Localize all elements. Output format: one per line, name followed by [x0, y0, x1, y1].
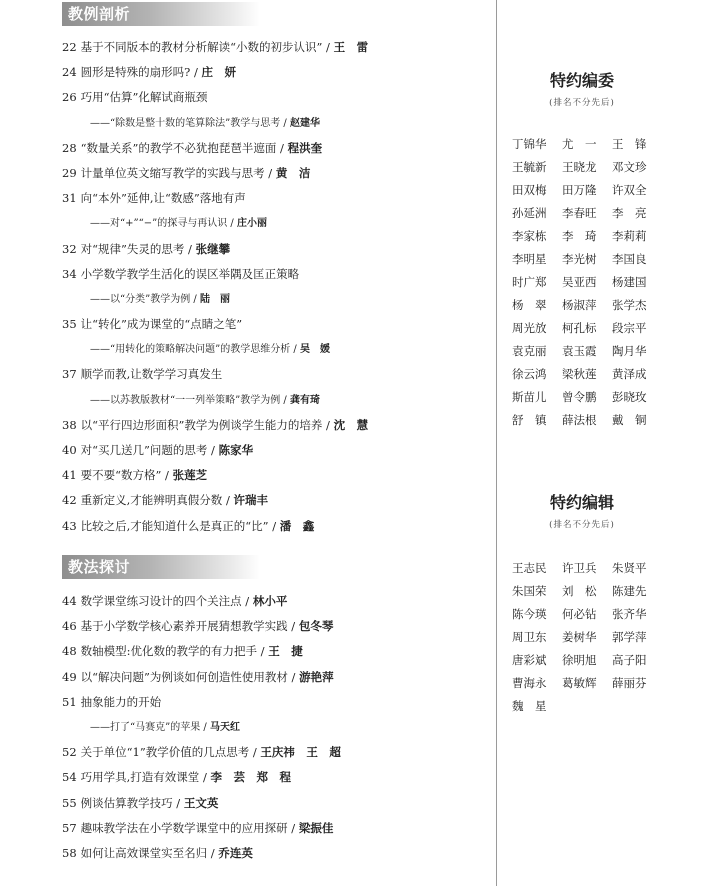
- article-title: 以“平行四边形面积”教学为例谈学生能力的培养: [80, 417, 323, 432]
- article-author: 游艳萍: [299, 669, 334, 684]
- page-number: 26: [62, 90, 77, 105]
- name-row: [512, 603, 662, 626]
- person-name: 徐云鸿: [512, 367, 547, 381]
- article-author: 程洪奎: [287, 140, 323, 155]
- article-author: 黄 洁: [275, 165, 311, 180]
- page-number: 35: [62, 317, 77, 332]
- article-author: 王 雷: [333, 40, 369, 54]
- toc-list-jiaofa: [62, 589, 482, 866]
- person-name: 丁锦华: [512, 137, 547, 151]
- person-name: 李春旺: [562, 206, 597, 220]
- separator: /: [249, 745, 261, 760]
- article-title: 圆形是特殊的扇形吗?: [80, 65, 191, 80]
- page-number: 28: [62, 140, 77, 155]
- person-name: 李家栋: [512, 229, 547, 243]
- separator: /: [190, 65, 202, 80]
- separator: /: [184, 241, 196, 256]
- person-name: 戴 铜: [612, 413, 647, 427]
- toc-entry: [62, 690, 482, 715]
- article-author: 庄 妍: [201, 65, 236, 80]
- toc-entry: [62, 740, 482, 765]
- person-name: 陶月华: [612, 344, 647, 358]
- article-author: 赵建华: [289, 117, 320, 129]
- toc-subtitle: [62, 715, 482, 740]
- article-title: 如何让高效课堂实至名归: [80, 845, 208, 860]
- person-name: 朱贤平: [612, 561, 647, 575]
- person-name: 斯苗儿: [512, 390, 547, 404]
- person-name: 郭学萍: [612, 630, 647, 644]
- article-title: 基于不同版本的教材分析解读“小数的初步认识”: [80, 40, 323, 54]
- article-title: 基于小学数学核心素养开展猜想教学实践: [80, 619, 288, 634]
- person-name: 薛法根: [562, 413, 597, 427]
- toc-entry: [62, 816, 482, 841]
- toc-entry: [62, 85, 482, 110]
- toc-entry: [62, 589, 482, 614]
- person-name: 李国良: [612, 252, 647, 266]
- separator: /: [227, 218, 237, 230]
- separator: /: [190, 293, 200, 305]
- section-heading-jiaofa: 教法探讨: [62, 555, 260, 579]
- toc-entry: [62, 362, 482, 387]
- separator: /: [290, 344, 300, 356]
- page-number: 52: [62, 745, 77, 760]
- name-row: [512, 580, 662, 603]
- name-row: [512, 133, 662, 156]
- person-name: 徐明旭: [562, 653, 597, 667]
- page-number: 32: [62, 241, 77, 256]
- person-name: 薛丽芬: [612, 676, 647, 690]
- person-name: 李莉莉: [612, 229, 647, 243]
- separator: /: [207, 443, 219, 457]
- person-name: 李光树: [562, 252, 597, 266]
- toc-list-jiaoli: [62, 35, 482, 539]
- page-number: 46: [62, 619, 77, 634]
- article-title: ——以“分类”教学为例: [90, 293, 191, 305]
- article-title: ——“除数是整十数的笔算除法”教学与思考: [90, 117, 281, 129]
- person-name: 杨淑萍: [562, 298, 597, 312]
- article-title: ——“用转化的策略解决问题”的教学思维分析: [90, 344, 291, 356]
- toc-entry: [62, 488, 482, 513]
- separator: /: [268, 518, 280, 533]
- page-number: 37: [62, 367, 77, 382]
- separator: /: [241, 594, 253, 608]
- toc-entry: [62, 136, 482, 161]
- toc-entry: [62, 438, 482, 463]
- page-number: 43: [62, 518, 77, 533]
- page-number: 57: [62, 820, 77, 835]
- article-title: ——以苏教版教材“一一列举策略”教学为例: [90, 394, 281, 406]
- article-author: 陆 丽: [199, 293, 230, 305]
- person-name: 王毓新: [512, 160, 547, 174]
- page-number: 44: [62, 594, 77, 608]
- article-title: 巧用“估算”化解试商瓶颈: [80, 90, 208, 105]
- separator: /: [287, 619, 299, 634]
- person-name: 陈建先: [612, 584, 647, 598]
- name-row: [512, 672, 662, 695]
- separator: /: [322, 417, 334, 432]
- person-name: 魏 星: [512, 699, 547, 713]
- page-number: 42: [62, 493, 77, 508]
- article-author: 吴 媛: [299, 344, 330, 356]
- name-row: [512, 557, 662, 580]
- page-number: 51: [62, 694, 77, 709]
- article-author: 乔连英: [218, 845, 253, 860]
- name-row: [512, 363, 662, 386]
- editors-title: 特约编辑: [549, 493, 614, 512]
- article-title: “数量关系”的教学不必犹抱琵琶半遮面: [80, 140, 277, 155]
- page-number: 40: [62, 443, 77, 457]
- person-name: 吴亚西: [562, 275, 597, 289]
- person-name: 张学杰: [612, 298, 647, 312]
- person-name: 彭晓玫: [612, 390, 647, 404]
- article-title: 计量单位英文缩写教学的实践与思考: [80, 165, 265, 180]
- article-title: 抽象能力的开始: [80, 694, 162, 709]
- article-author: 庄小丽: [236, 218, 267, 230]
- person-name: 曹海永: [512, 676, 547, 690]
- separator: /: [207, 845, 219, 860]
- article-author: 许瑞丰: [233, 493, 268, 508]
- person-name: 王志民: [512, 561, 547, 575]
- person-name: 杨建国: [612, 275, 647, 289]
- person-name: 李明星: [512, 252, 547, 266]
- page-number: 24: [62, 65, 77, 80]
- person-name: 时广郑: [512, 275, 547, 289]
- article-author: 王 捷: [268, 644, 303, 659]
- separator: /: [276, 140, 288, 155]
- committee-note: (排名不分先后): [549, 98, 615, 108]
- toc-entry: [62, 514, 482, 539]
- article-title: 以“解决问题”为例谈如何创造性使用教材: [80, 669, 288, 684]
- separator: /: [222, 493, 234, 508]
- toc-entry: [62, 413, 482, 438]
- name-row: [512, 340, 662, 363]
- toc-entry: [62, 639, 482, 664]
- article-author: 马天红: [209, 721, 240, 733]
- column-divider: [496, 0, 497, 886]
- article-title: 要不要“数方格”: [80, 468, 162, 483]
- article-author: 陈家华: [218, 443, 254, 457]
- toc-entry: [62, 312, 482, 337]
- editors-names: [512, 557, 662, 718]
- person-name: 曾令鹏: [562, 390, 597, 404]
- name-row: [512, 179, 662, 202]
- article-author: 龚有琦: [289, 394, 320, 406]
- article-author: 张继攀: [195, 241, 231, 256]
- name-row: [512, 317, 662, 340]
- article-title: ——对“+”“−”的探寻与再认识: [90, 218, 228, 230]
- separator: /: [172, 795, 184, 810]
- article-title: ——打了“马赛克”的苹果: [90, 721, 201, 733]
- person-name: 王 锋: [612, 137, 647, 151]
- person-name: 李 亮: [612, 206, 647, 220]
- name-row: [512, 695, 662, 718]
- person-name: 李 琦: [562, 229, 597, 243]
- name-row: [512, 386, 662, 409]
- article-title: 关于单位“1”教学价值的几点思考: [80, 745, 250, 760]
- person-name: 袁玉霞: [562, 344, 597, 358]
- toc-entry: [62, 262, 482, 287]
- article-title: 比较之后,才能知道什么是真正的“比”: [80, 518, 269, 533]
- separator: /: [199, 770, 211, 785]
- article-author: 包冬琴: [298, 619, 334, 634]
- page-number: 34: [62, 266, 77, 281]
- person-name: 段宗平: [612, 321, 647, 335]
- article-author: 梁振佳: [298, 820, 334, 835]
- section-heading-jiaoli: 教例剖析: [62, 2, 260, 26]
- separator: /: [287, 669, 300, 684]
- separator: /: [257, 644, 269, 659]
- article-title: 数学课堂练习设计的四个关注点: [80, 594, 242, 608]
- person-name: 许卫兵: [562, 561, 597, 575]
- name-row: [512, 626, 662, 649]
- person-name: 柯孔标: [562, 321, 597, 335]
- person-name: 黄泽成: [612, 367, 647, 381]
- name-row: [512, 294, 662, 317]
- article-author: 张莲芝: [172, 468, 208, 483]
- toc-subtitle: [62, 388, 482, 413]
- separator: /: [200, 721, 210, 733]
- person-name: 舒 镇: [512, 413, 547, 427]
- name-row: [512, 156, 662, 179]
- person-name: 王晓龙: [562, 160, 597, 174]
- person-name: 周光放: [512, 321, 547, 335]
- separator: /: [280, 394, 290, 406]
- person-name: 邓文珍: [612, 160, 647, 174]
- person-name: 何必钻: [562, 607, 597, 621]
- person-name: 尤 一: [562, 137, 597, 151]
- article-title: 让“转化”成为课堂的“点睛之笔”: [80, 317, 243, 332]
- toc-subtitle: [62, 337, 482, 362]
- person-name: 田双梅: [512, 183, 547, 197]
- person-name: [562, 695, 612, 718]
- article-title: 数轴模型:优化数的教学的有力把手: [80, 644, 258, 659]
- person-name: 田万隆: [562, 183, 597, 197]
- person-name: 杨 翠: [512, 298, 547, 312]
- page-number: 38: [62, 417, 77, 432]
- page-number: 55: [62, 795, 77, 810]
- article-author: 林小平: [252, 594, 288, 608]
- name-row: [512, 649, 662, 672]
- person-name: 梁秋莲: [562, 367, 597, 381]
- name-row: [512, 225, 662, 248]
- toc-entry: [62, 237, 482, 262]
- toc-entry: [62, 60, 482, 85]
- article-author: 王文英: [183, 795, 219, 810]
- page-number: 22: [62, 40, 77, 54]
- person-name: 袁克丽: [512, 344, 547, 358]
- toc-subtitle: [62, 111, 482, 136]
- toc-entry: [62, 791, 482, 816]
- toc-entry: [62, 463, 482, 488]
- article-title: 小学数学教学生活化的误区举隅及匡正策略: [80, 266, 300, 281]
- toc-entry: [62, 161, 482, 186]
- toc-entry: [62, 665, 482, 690]
- person-name: 陈今瑛: [512, 607, 547, 621]
- person-name: 周卫东: [512, 630, 547, 644]
- article-title: 向“本外”延伸,让“数感”落地有声: [80, 191, 246, 206]
- toc-entry: [62, 186, 482, 211]
- page-number: 58: [62, 845, 77, 860]
- article-title: 例谈估算教学技巧: [80, 795, 173, 810]
- page-number: 48: [62, 644, 77, 659]
- toc-subtitle: [62, 211, 482, 236]
- person-name: 朱国荣: [512, 584, 547, 598]
- article-title: 顺学而教,让数学学习真发生: [80, 367, 223, 382]
- editors-note: (排名不分先后): [549, 520, 615, 530]
- name-row: [512, 271, 662, 294]
- person-name: 刘 松: [562, 584, 597, 598]
- separator: /: [287, 820, 299, 835]
- article-title: 重新定义,才能辨明真假分数: [80, 493, 223, 508]
- article-title: 趣味教学法在小学数学课堂中的应用探研: [80, 820, 288, 835]
- person-name: 高子阳: [612, 653, 647, 667]
- page-number: 31: [62, 191, 77, 206]
- page-number: 49: [62, 669, 77, 684]
- committee-title: 特约编委: [549, 71, 614, 90]
- toc-entry: [62, 841, 482, 866]
- page-number: 29: [62, 165, 77, 180]
- committee-names: [512, 133, 662, 432]
- separator: /: [161, 468, 173, 483]
- toc-subtitle: [62, 287, 482, 312]
- toc-entry: [62, 35, 482, 60]
- person-name: 姜树华: [562, 630, 597, 644]
- toc-entry: [62, 765, 482, 790]
- person-name: [612, 695, 662, 718]
- toc-entry: [62, 614, 482, 639]
- person-name: 孙延洲: [512, 206, 547, 220]
- article-title: 对“买几送几”问题的思考: [80, 443, 208, 457]
- separator: /: [322, 40, 334, 54]
- article-author: 王庆祎 王 超: [260, 745, 341, 760]
- separator: /: [264, 165, 276, 180]
- page-number: 41: [62, 468, 77, 483]
- person-name: 唐彩斌: [512, 653, 547, 667]
- article-title: 对“规律”失灵的思考: [80, 241, 185, 256]
- name-row: [512, 248, 662, 271]
- name-row: [512, 409, 662, 432]
- person-name: 许双全: [612, 183, 647, 197]
- page-number: 54: [62, 770, 77, 785]
- separator: /: [280, 117, 290, 129]
- article-author: 潘 鑫: [279, 518, 315, 533]
- person-name: 张齐华: [612, 607, 647, 621]
- article-title: 巧用学具,打造有效课堂: [80, 770, 200, 785]
- article-author: 李 芸 郑 程: [210, 770, 291, 785]
- person-name: 葛敏辉: [562, 676, 597, 690]
- name-row: [512, 202, 662, 225]
- article-author: 沈 慧: [333, 417, 369, 432]
